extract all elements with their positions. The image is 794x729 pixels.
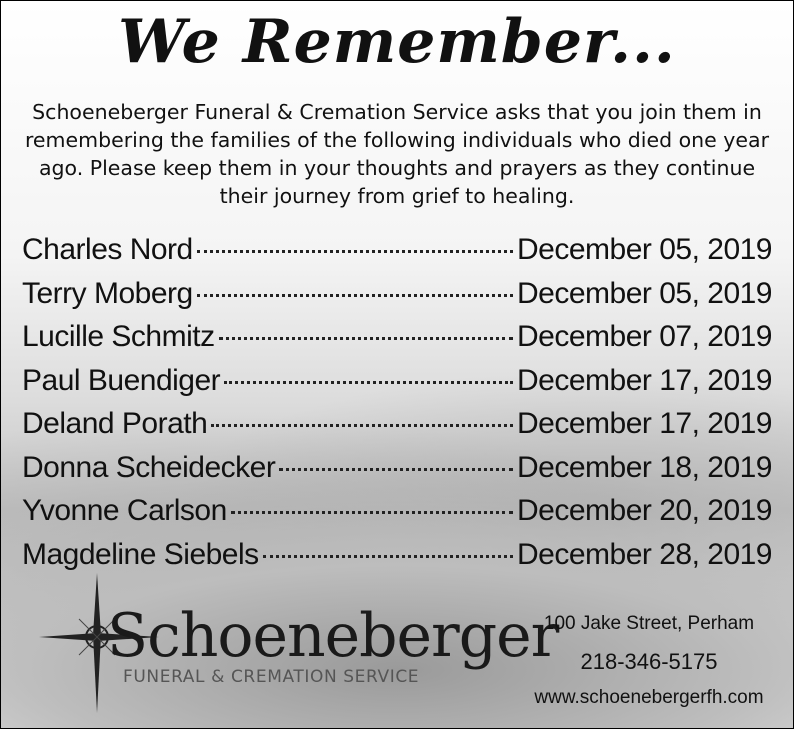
dot-leader: [197, 294, 513, 297]
contact-block: [529, 613, 769, 709]
list-item: [22, 277, 772, 321]
dot-leader: [279, 468, 513, 471]
intro-text: Schoeneberger Funeral & Cremation Service asks that you join them in remembering the families of the following individuals who died one year ago. Please keep them in your thoughts and prayers as they continue their journey from grief to healing.: [24, 100, 770, 208]
website-link[interactable]: www.schoenebergerfh.com: [534, 687, 764, 708]
logo-name: Schoeneberger: [107, 601, 559, 671]
dot-leader: [197, 250, 513, 253]
entry-name: Magdeline Siebels: [22, 537, 259, 571]
entry-name: Donna Scheidecker: [22, 450, 276, 484]
entry-name: Deland Porath: [22, 407, 208, 440]
list-item: [22, 364, 772, 408]
dot-leader: [231, 511, 513, 514]
phone-number: 218-346-5175: [580, 649, 718, 674]
entry-date: December 28, 2019: [517, 537, 772, 571]
entry-date: December 17, 2019: [517, 407, 772, 440]
entry-date: December 07, 2019: [517, 320, 772, 353]
logo-subtitle: FUNERAL & CREMATION SERVICE: [123, 667, 420, 687]
dot-leader: [224, 381, 513, 384]
list-item: [22, 320, 772, 364]
entry-date: December 20, 2019: [517, 494, 772, 527]
dot-leader: [263, 555, 513, 558]
ad-title: We Remember...: [118, 7, 676, 77]
entry-date: December 05, 2019: [517, 276, 772, 310]
entry-date: December 05, 2019: [517, 233, 772, 266]
memorial-list: [22, 233, 772, 581]
list-item: [22, 451, 772, 495]
dot-leader: [211, 424, 513, 427]
entry-date: December 18, 2019: [517, 450, 772, 484]
list-item: [22, 233, 772, 277]
entry-name: Paul Buendiger: [22, 363, 221, 397]
entry-date: December 17, 2019: [517, 363, 772, 397]
address: 100 Jake Street, Perham: [543, 613, 755, 634]
entry-name: Lucille Schmitz: [22, 320, 215, 353]
dot-leader: [219, 337, 513, 340]
entry-name: Yvonne Carlson: [22, 494, 227, 527]
entry-name: Terry Moberg: [22, 276, 193, 310]
list-item: [22, 407, 772, 451]
entry-name: Charles Nord: [22, 233, 193, 266]
list-item: [22, 494, 772, 538]
